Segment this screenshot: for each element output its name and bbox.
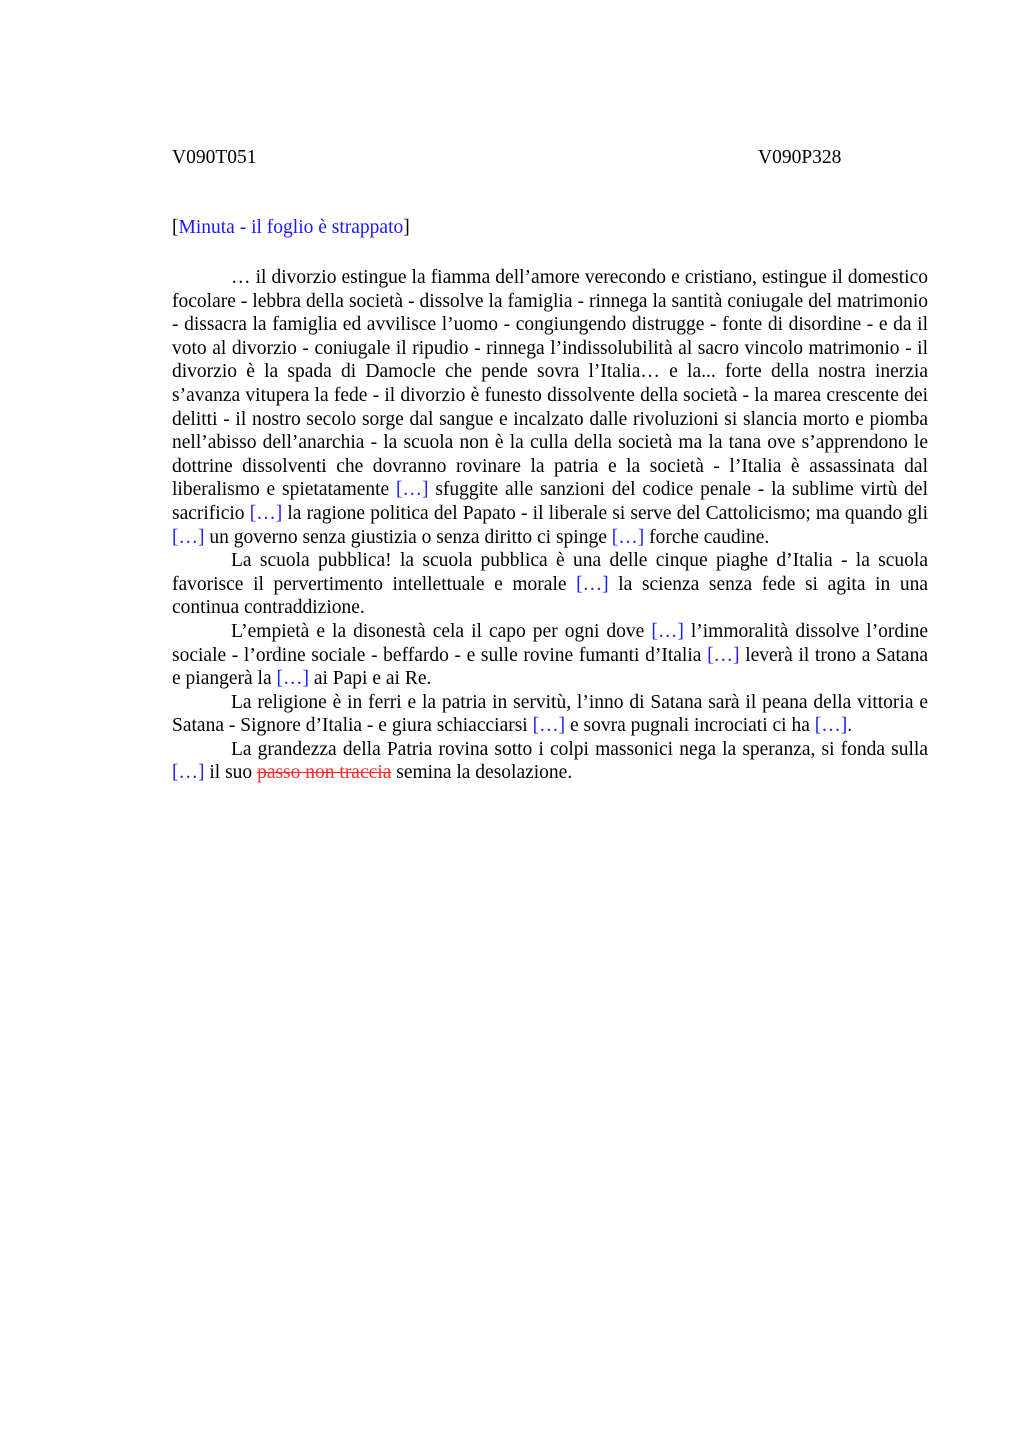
text-segment: l’immoralità dissolve l’ordine sociale - l’ordine sociale - beffardo - e sulle rovine fumanti d’Italia [172, 620, 928, 666]
page-code-right: V090P328 [758, 147, 842, 168]
text-segment: ai Papi e ai Re. [308, 668, 432, 690]
text-segment: La grandezza della Patria rovina sotto i colpi massonici nega la speranza, si fonda sulla [231, 738, 928, 760]
lacuna-marker: […] [276, 668, 309, 690]
text-segment: . [847, 715, 853, 737]
lacuna-marker: […] [576, 573, 609, 595]
lacuna-marker: […] [532, 715, 566, 737]
paragraph-2 [172, 549, 928, 620]
transcription-body [172, 266, 928, 785]
lacuna-marker: […] [707, 644, 740, 666]
document-code-left: V090T051 [172, 147, 257, 168]
editorial-note-open-bracket: [ [172, 217, 179, 238]
paragraph-4 [172, 691, 928, 738]
text-segment: la ragione politica del Papato - il liberale si serve del Cattolicismo; ma quando gli [282, 502, 929, 524]
text-segment: la scienza senza fede si agita in una continua contraddizione. [172, 573, 929, 619]
lacuna-marker: […] [611, 526, 645, 548]
struck-text: passo non traccia [257, 762, 392, 784]
lacuna-marker: […] [814, 715, 848, 737]
lacuna-marker: […] [172, 526, 205, 548]
text-segment: … il divorzio estingue la fiamma dell’amore verecondo e cristiano, estingue il domestico focolare - lebbra della società - dissolve la famiglia - rinnega la santità coniugale del matrimonio - dissacra la famiglia ed avvilisce l’uomo - congiungendo distrugge - fonte di disordine - e da il voto al divorzio - coniugale il ripudio - rinnega l’indissolubilità al sacro vincolo matrimonio - il divorzio è la spada di Damocle che pende sovra l’Italia… e la... forte della nostra inerzia s’avanza vitupera la fede - il divorzio è funesto dissolvente della società - la marea crescente dei delitti - il nostro secolo sorge dal sangue e incalzato dalle rivoluzioni si slancia morto e piomba nell’abisso dell’anarchia - la scuola non è la culla della società ma la tana ove s’apprendono le dottrine dissolventi che dovranno rovinare la patria e la società - l’Italia è assassinata dal liberalismo e spietatamente [172, 267, 928, 501]
lacuna-marker: […] [396, 479, 429, 501]
text-segment: leverà il trono a Satana e piangerà la [172, 644, 928, 690]
text-segment: forche caudine. [644, 526, 770, 548]
text-segment: il suo [204, 762, 258, 784]
text-segment: L’empietà e la disonestà cela il capo per ogni dove [231, 620, 652, 642]
paragraph-5 [172, 738, 928, 785]
editorial-note-close-bracket: ] [403, 217, 410, 238]
text-segment: semina la desolazione. [391, 762, 573, 784]
editorial-note [172, 216, 410, 240]
paragraph-1 [172, 266, 928, 549]
text-segment: un governo senza giustizia o senza diritto ci spinge [204, 526, 612, 548]
lacuna-marker: […] [172, 762, 205, 784]
text-segment: e sovra pugnali incrociati ci ha [565, 715, 815, 737]
text-segment: sfuggite alle sanzioni del codice penale - la sublime virtù del sacrificio [172, 479, 928, 524]
lacuna-marker: […] [249, 502, 283, 524]
text-segment: La religione è in ferri e la patria in servitù, l’inno di Satana sarà il peana della vittoria e Satana - Signore d’Italia - e giura schiacciarsi [172, 691, 928, 737]
editorial-note-text: Minuta - il foglio è strappato [178, 217, 404, 238]
text-segment: La scuola pubblica! la scuola pubblica è una delle cinque piaghe d’Italia - la scuola favorisce il pervertimento intellettuale e morale [172, 550, 928, 595]
lacuna-marker: […] [651, 620, 684, 642]
paragraph-3 [172, 620, 928, 691]
